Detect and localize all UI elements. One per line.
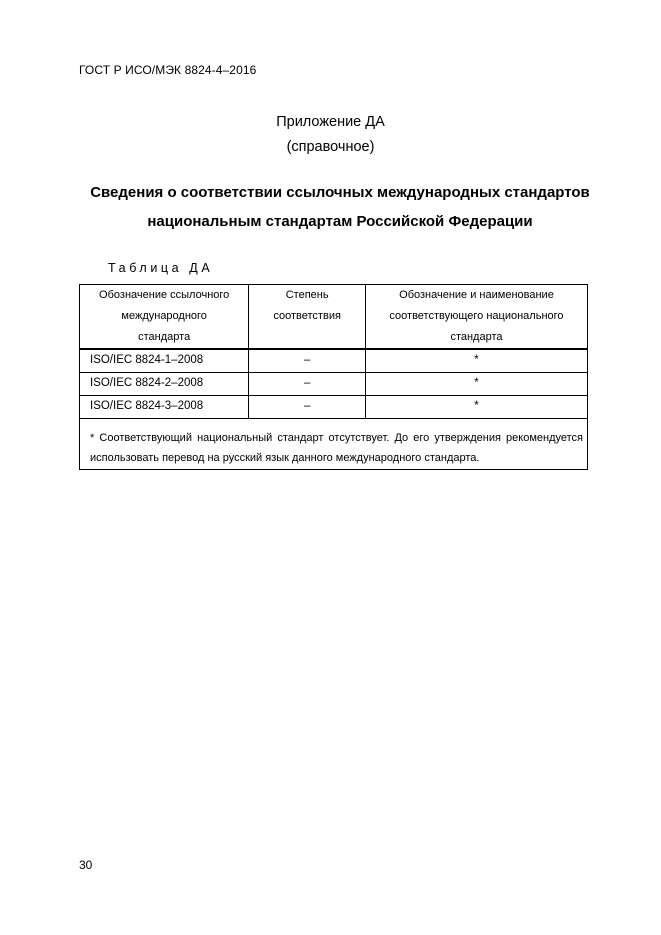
reference-standards-table (79, 284, 588, 470)
appendix-heading (0, 110, 661, 160)
cell-national: * (365, 373, 587, 396)
cell-standard: ISO/IEC 8824-3–2008 (80, 396, 249, 419)
table-row (80, 396, 588, 419)
section-title-line-1: Сведения о соответствии ссылочных международных стандартов (90, 184, 590, 201)
column-header-line: соответствия (273, 310, 341, 322)
table-caption: Таблица ДА (108, 261, 214, 275)
table-footnote: * Соответствующий национальный стандарт отсутствует. До его утверждения рекомендуется использовать перевод на русский язык данного международного стандарта. (80, 419, 588, 470)
cell-degree: – (249, 349, 366, 373)
cell-national: * (365, 396, 587, 419)
column-header-line: соответствующего национального (389, 310, 564, 322)
column-header-line: международного (121, 310, 207, 322)
cell-degree: – (249, 396, 366, 419)
column-header-degree (249, 285, 366, 350)
column-header-line: Степень (285, 289, 329, 301)
column-header-line: Обозначение ссылочного (99, 289, 230, 301)
page-number: 30 (79, 858, 93, 872)
cell-national: * (365, 349, 587, 373)
section-title-line-2: национальным стандартам Российской Федерации (147, 213, 533, 230)
table-note-row (80, 419, 588, 470)
table-row (80, 373, 588, 396)
cell-standard: ISO/IEC 8824-1–2008 (80, 349, 249, 373)
table-row (80, 349, 588, 373)
column-header-line: стандарта (450, 331, 503, 343)
column-header-line: Обозначение и наименование (399, 289, 554, 301)
document-code: ГОСТ Р ИСО/МЭК 8824-4–2016 (79, 63, 257, 77)
appendix-title: Приложение ДА (276, 114, 385, 130)
column-header-international-standard (80, 285, 249, 350)
cell-standard: ISO/IEC 8824-2–2008 (80, 373, 249, 396)
cell-degree: – (249, 373, 366, 396)
appendix-subtitle: (справочное) (286, 139, 375, 155)
column-header-national-standard (365, 285, 587, 350)
table-header-row (80, 285, 588, 350)
column-header-line: стандарта (138, 331, 191, 343)
section-title (60, 178, 620, 236)
